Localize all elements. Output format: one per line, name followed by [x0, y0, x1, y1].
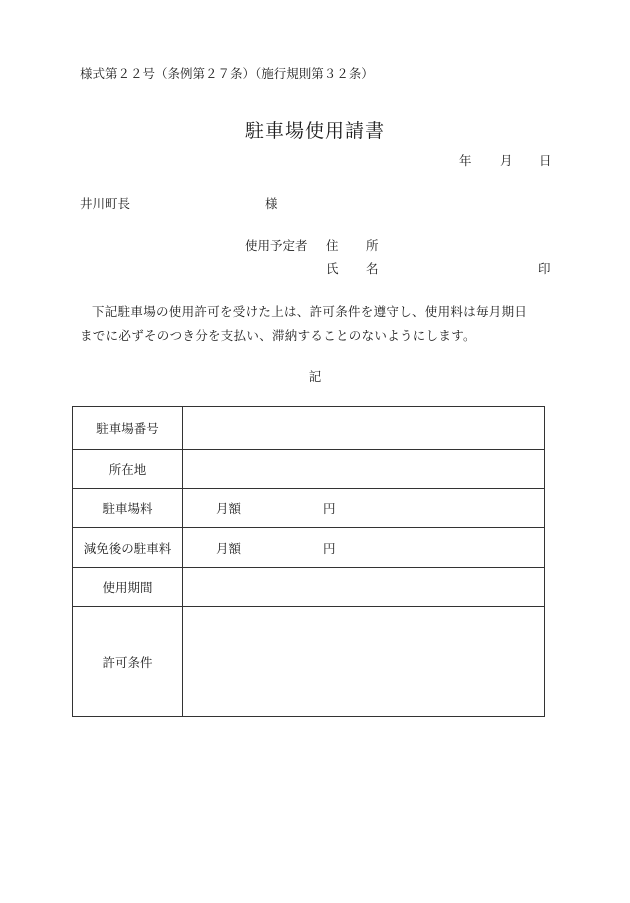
date-year-label: 年	[459, 153, 472, 168]
conditions-cell[interactable]	[183, 607, 545, 717]
reduced-fee-cell[interactable]	[183, 528, 545, 568]
date-day-label: 日	[539, 153, 552, 168]
location-cell[interactable]	[183, 450, 545, 489]
table-row	[73, 489, 545, 528]
pledge-line-1: 下記駐車場の使用許可を受けた上は、許可条件を遵守し、使用料は毎月期日	[92, 304, 528, 319]
parking-number-cell[interactable]	[183, 407, 545, 450]
addressee-honorific: 様	[265, 196, 278, 211]
yen-unit: 円	[323, 501, 336, 516]
form-number: 様式第２２号（条例第２７条）（施行規則第３２条）	[80, 66, 374, 81]
row-label-parking-number: 駐車場番号	[73, 407, 183, 450]
table-row	[73, 528, 545, 568]
seal-mark: 印	[538, 261, 551, 276]
row-label-usage-period: 使用期間	[73, 568, 183, 607]
row-label-conditions: 許可条件	[73, 607, 183, 717]
row-label-parking-fee: 駐車場料	[73, 489, 183, 528]
monthly-prefix: 月額	[216, 501, 242, 516]
row-label-location: 所在地	[73, 450, 183, 489]
address-label-1: 住	[326, 238, 339, 253]
document-title: 駐車場使用請書	[244, 120, 385, 142]
table-row	[73, 568, 545, 607]
details-table	[72, 406, 545, 717]
ki-heading: 記	[308, 369, 322, 384]
name-label-2: 名	[366, 261, 379, 276]
applicant-label: 使用予定者	[245, 238, 308, 253]
row-label-reduced-fee: 減免後の駐車料	[73, 528, 183, 568]
parking-fee-cell[interactable]	[183, 489, 545, 528]
table-row	[73, 607, 545, 717]
pledge-line-2: までに必ずそのつき分を支払い、滞納することのないようにします。	[80, 328, 476, 343]
address-label-2: 所	[366, 238, 379, 253]
date-month-label: 月	[500, 153, 513, 168]
yen-unit: 円	[323, 540, 336, 556]
table-row	[73, 407, 545, 450]
usage-period-cell[interactable]	[183, 568, 545, 607]
pledge-text	[80, 300, 552, 348]
addressee-name: 井川町長	[80, 196, 131, 211]
name-label-1: 氏	[326, 261, 339, 276]
table-row	[73, 450, 545, 489]
monthly-prefix: 月額	[216, 540, 242, 556]
